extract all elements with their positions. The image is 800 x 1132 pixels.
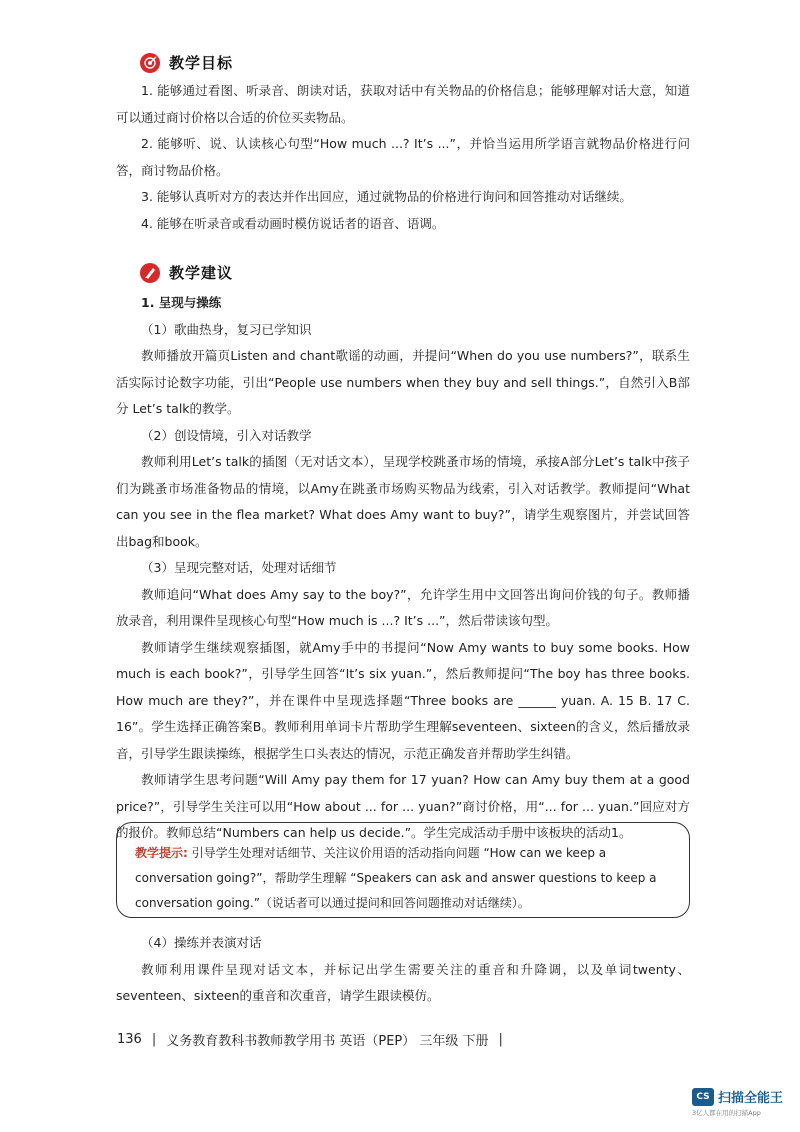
tip-label: 教学提示: bbox=[135, 846, 188, 860]
goal-item: 4. 能够在听录音或看动画时模仿说话者的语音、语调。 bbox=[141, 215, 445, 231]
goal-item: 2. 能够听、说、认读核心句型“How much ...? It’s ...”，并恰当运用所学语言就物品价格进行问答，商讨物品价格。 bbox=[116, 136, 690, 178]
section-title: 教学建议 bbox=[169, 264, 234, 282]
paragraph: 教师利用课件呈现对话文本，并标记出学生需要关注的重音和升降调，以及单词twenty、seventeen、sixteen的重音和次重音，请学生跟读模仿。 bbox=[116, 961, 690, 1003]
book-title: 义务教育教科书教师教学用书 英语（PEP） 三年级 下册 bbox=[166, 1034, 489, 1049]
goals-list bbox=[116, 78, 690, 237]
page-footer bbox=[117, 1030, 503, 1049]
divider: | bbox=[151, 1032, 157, 1047]
scanner-name: 扫描全能王 bbox=[718, 1091, 784, 1106]
divider: | bbox=[498, 1032, 503, 1047]
section-header-goals bbox=[140, 52, 233, 73]
subsection-heading: 1. 呈现与操练 bbox=[141, 295, 222, 310]
scanner-watermark bbox=[692, 1087, 783, 1106]
goal-item: 3. 能够认真听对方的表达并作出回应，通过就物品的价格进行询问和回答推动对话继续。 bbox=[141, 189, 632, 204]
paragraph: 教师利用Let’s talk的插图（无对话文本），呈现学校跳蚤市场的情境，承接A部分Let’s talk中孩子们为跳蚤市场准备物品的情境，以Amy在跳蚤市场购买物品为线索，引入对话教学。教师提问“What can you see in the flea market? What does Amy want to buy?”，请学生观察图片，并尝试回答出bag和book。 bbox=[116, 454, 690, 549]
step-title: （3）呈现完整对话，处理对话细节 bbox=[141, 560, 337, 575]
page-number: 136 bbox=[117, 1032, 142, 1047]
teaching-tip-box bbox=[116, 822, 690, 918]
tip-text: 引导学生处理对话细节、关注议价用语的活动指向问题 “How can we keep a conversation going?”，帮助学生理解 “Speakers can ask and answer questions to keep a conversation going.”（说话者可以通过提问和回答问题推动对话继续）。 bbox=[135, 846, 657, 910]
goal-item: 1. 能够通过看图、听录音、朗读对话，获取对话中有关物品的价格信息；能够理解对话大意，知道可以通过商讨价格以合适的价位买卖物品。 bbox=[116, 83, 690, 125]
paragraph: 教师请学生继续观察插图，就Amy手中的书提问“Now Amy wants to buy some books. How much is each book?”，引导学生回答“It’s six yuan.”，然后教师提问“The boy has three books. How much are they?”，并在课件中呈现选择题“Three books are ______ yuan. A. 15 B. 17 C. 16”。学生选择正确答案B。教师利用单词卡片帮助学生理解seventeen、sixteen的含义，然后播放录音，引导学生跟读操练，根据学生口头表达的情况，示范正确发音并帮助学生纠错。 bbox=[116, 639, 690, 761]
paragraph: 教师追问“What does Amy say to the boy?”，允许学生用中文回答出询问价钱的句子。教师播放录音，利用课件呈现核心句型“How much is ...? It’s ...”，然后带读该句型。 bbox=[116, 586, 690, 628]
section-header-suggestions bbox=[140, 262, 233, 283]
step-title: （4）操练并表演对话 bbox=[141, 935, 262, 950]
scanner-slogan: 3亿人都在用的扫描App bbox=[692, 1109, 761, 1117]
step4-body bbox=[116, 930, 690, 1010]
pen-icon bbox=[140, 263, 160, 283]
paragraph: 教师请学生思考问题“Will Amy pay them for 17 yuan? How can Amy buy them at a good price?”，引导学生关注可以用“How about ... for ... yuan?”商讨价格，用“... for ... yuan.”回应对方的报价。教师总结“Numbers can help us decide.”。学生完成活动手册中该板块的活动1。 bbox=[116, 772, 690, 840]
paragraph: 教师播放开篇页Listen and chant歌谣的动画，并提问“When do you use numbers?”，联系生活实际讨论数字功能，引出“People use numbers when they buy and sell things.”，自然引入B部分 Let’s talk的教学。 bbox=[116, 348, 690, 416]
suggestions-body bbox=[116, 290, 690, 847]
target-icon bbox=[140, 53, 160, 73]
step-title: （1）歌曲热身，复习已学知识 bbox=[141, 321, 312, 337]
step-title: （2）创设情境，引入对话教学 bbox=[141, 427, 312, 443]
scanner-logo-icon: CS bbox=[692, 1088, 714, 1106]
section-title: 教学目标 bbox=[169, 54, 234, 72]
